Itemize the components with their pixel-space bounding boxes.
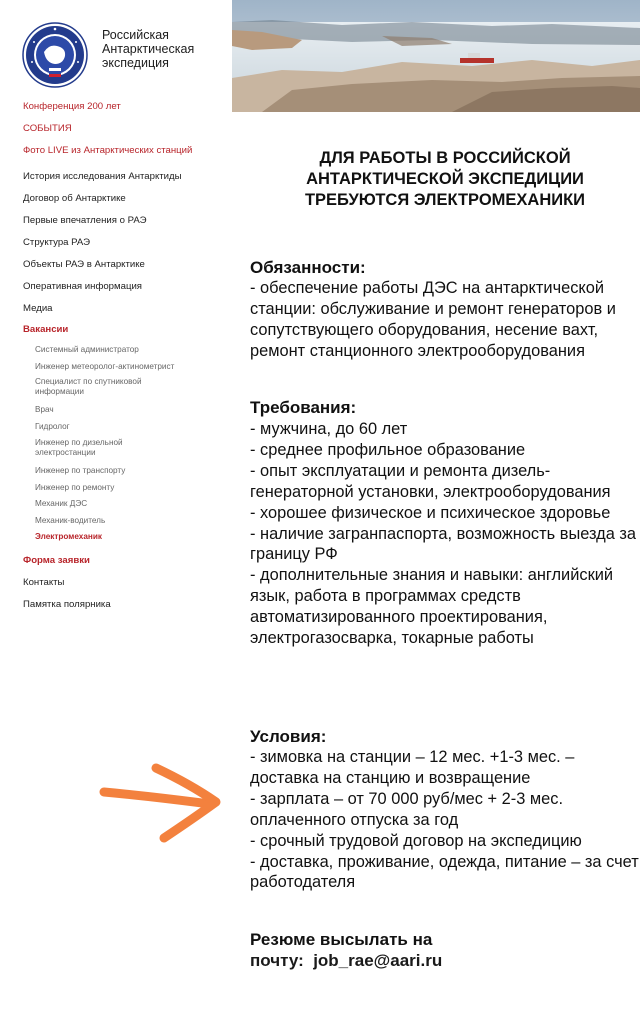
org-name (102, 28, 232, 70)
conditions-heading: Условия: (250, 727, 327, 746)
vacancy-sysadmin-link[interactable]: Системный администратор (35, 345, 139, 354)
nav-media-link[interactable]: Медиа (23, 303, 53, 314)
requirement-item: - мужчина, до 60 лет (250, 420, 408, 438)
nav-memo-link[interactable]: Памятка полярника (23, 599, 111, 610)
vacancy-diesel-engineer-link[interactable]: Инженер по дизельной электростанции (35, 438, 123, 458)
requirement-item: - хорошее физическое и психическое здоровье (250, 503, 611, 522)
vacancy-transport-engineer-link[interactable]: Инженер по транспорту (35, 466, 126, 475)
condition-item: - зарплата – от 70 000 руб/мес + 2-3 мес. оплаченного отпуска за год (250, 789, 564, 829)
condition-item: - срочный трудовой договор на экспедицию (250, 831, 582, 850)
arrow-annotation-icon (98, 758, 228, 848)
org-name-line: Российская (102, 28, 169, 42)
vacancy-satellite-link[interactable]: Специалист по спутниковой информации (35, 377, 142, 397)
nav-structure-link[interactable]: Структура РАЭ (23, 237, 91, 248)
resume-email-line (250, 950, 442, 971)
duties-text: - обеспечение работы ДЭС на антарктической станции: обслуживание и ремонт генераторов и сопутствующего оборудования, несение вахт, ремонт станционного электрооборудования (250, 279, 616, 360)
org-name-line: экспедиция (102, 56, 169, 70)
nav-conference-link[interactable]: Конференция 200 лет (23, 101, 121, 112)
resume-email-link[interactable]: job_rae@aari.ru (313, 951, 443, 970)
resume-instruction: Резюме высылать на (250, 930, 433, 949)
vacancy-driver-mechanic-link[interactable]: Механик-водитель (35, 516, 106, 525)
nav-objects-link[interactable]: Объекты РАЭ в Антарктике (23, 259, 145, 270)
nav-events-link[interactable]: СОБЫТИЯ (23, 123, 72, 134)
vacancy-repair-engineer-link[interactable]: Инженер по ремонту (35, 483, 115, 492)
vacancy-title-line: ТРЕБУЮТСЯ ЭЛЕКТРОМЕХАНИКИ (304, 191, 586, 209)
nav-history-link[interactable]: История исследования Антарктиды (23, 171, 182, 182)
requirement-item: - наличие загранпаспорта, возможность выезда за границу РФ (250, 524, 636, 564)
vacancy-title (250, 148, 640, 211)
nav-contacts-link[interactable]: Контакты (23, 577, 65, 588)
logo-link[interactable] (22, 22, 222, 82)
sidebar (0, 0, 232, 1013)
nav-impressions-link[interactable]: Первые впечатления о РАЭ (23, 215, 147, 226)
vacancy-hydrologist-link[interactable]: Гидролог (35, 422, 70, 431)
nav-vacancies-link[interactable]: Вакансии (23, 324, 69, 335)
requirement-item: - дополнительные знания и навыки: английский язык, работа в программах средств автоматизированного проектирования, электрогазосварка, токарные работы (250, 566, 614, 648)
duties-heading: Обязанности: (250, 258, 366, 277)
conditions-list (250, 747, 640, 893)
vacancy-meteorologist-link[interactable]: Инженер метеоролог-актинометрист (35, 362, 175, 371)
requirement-item: - опыт эксплуатации и ремонта дизель-генераторной установки, электрооборудования (250, 461, 611, 501)
nav-application-form-link[interactable]: Форма заявки (23, 555, 90, 566)
condition-item: - зимовка на станции – 12 мес. +1-3 мес. – доставка на станцию и возвращение (250, 748, 575, 787)
requirements-list (250, 419, 640, 649)
antarctic-landscape-image (232, 0, 640, 112)
requirement-item: - среднее профильное образование (250, 440, 526, 459)
nav-operative-link[interactable]: Оперативная информация (23, 281, 142, 292)
nav-treaty-link[interactable]: Договор об Антарктике (23, 193, 126, 204)
condition-item: - доставка, проживание, одежда, питание – за счет работодателя (250, 852, 639, 892)
vacancy-title-line: АНТАРКТИЧЕСКОЙ ЭКСПЕДИЦИИ (306, 170, 584, 188)
vacancy-electromechanic-link[interactable]: Электромеханик (35, 532, 102, 541)
resume-email-prefix: почту: (250, 951, 314, 970)
org-name-line: Антарктическая (102, 42, 195, 56)
rae-emblem-logo (22, 22, 88, 88)
nav-photo-live-link[interactable]: Фото LIVE из Антарктических станций (23, 145, 193, 156)
vacancy-title-line: ДЛЯ РАБОТЫ В РОССИЙСКОЙ (319, 149, 571, 167)
vacancy-doctor-link[interactable]: Врач (35, 405, 54, 414)
vacancy-des-mechanic-link[interactable]: Механик ДЭС (35, 499, 88, 508)
requirements-heading: Требования: (250, 398, 357, 417)
